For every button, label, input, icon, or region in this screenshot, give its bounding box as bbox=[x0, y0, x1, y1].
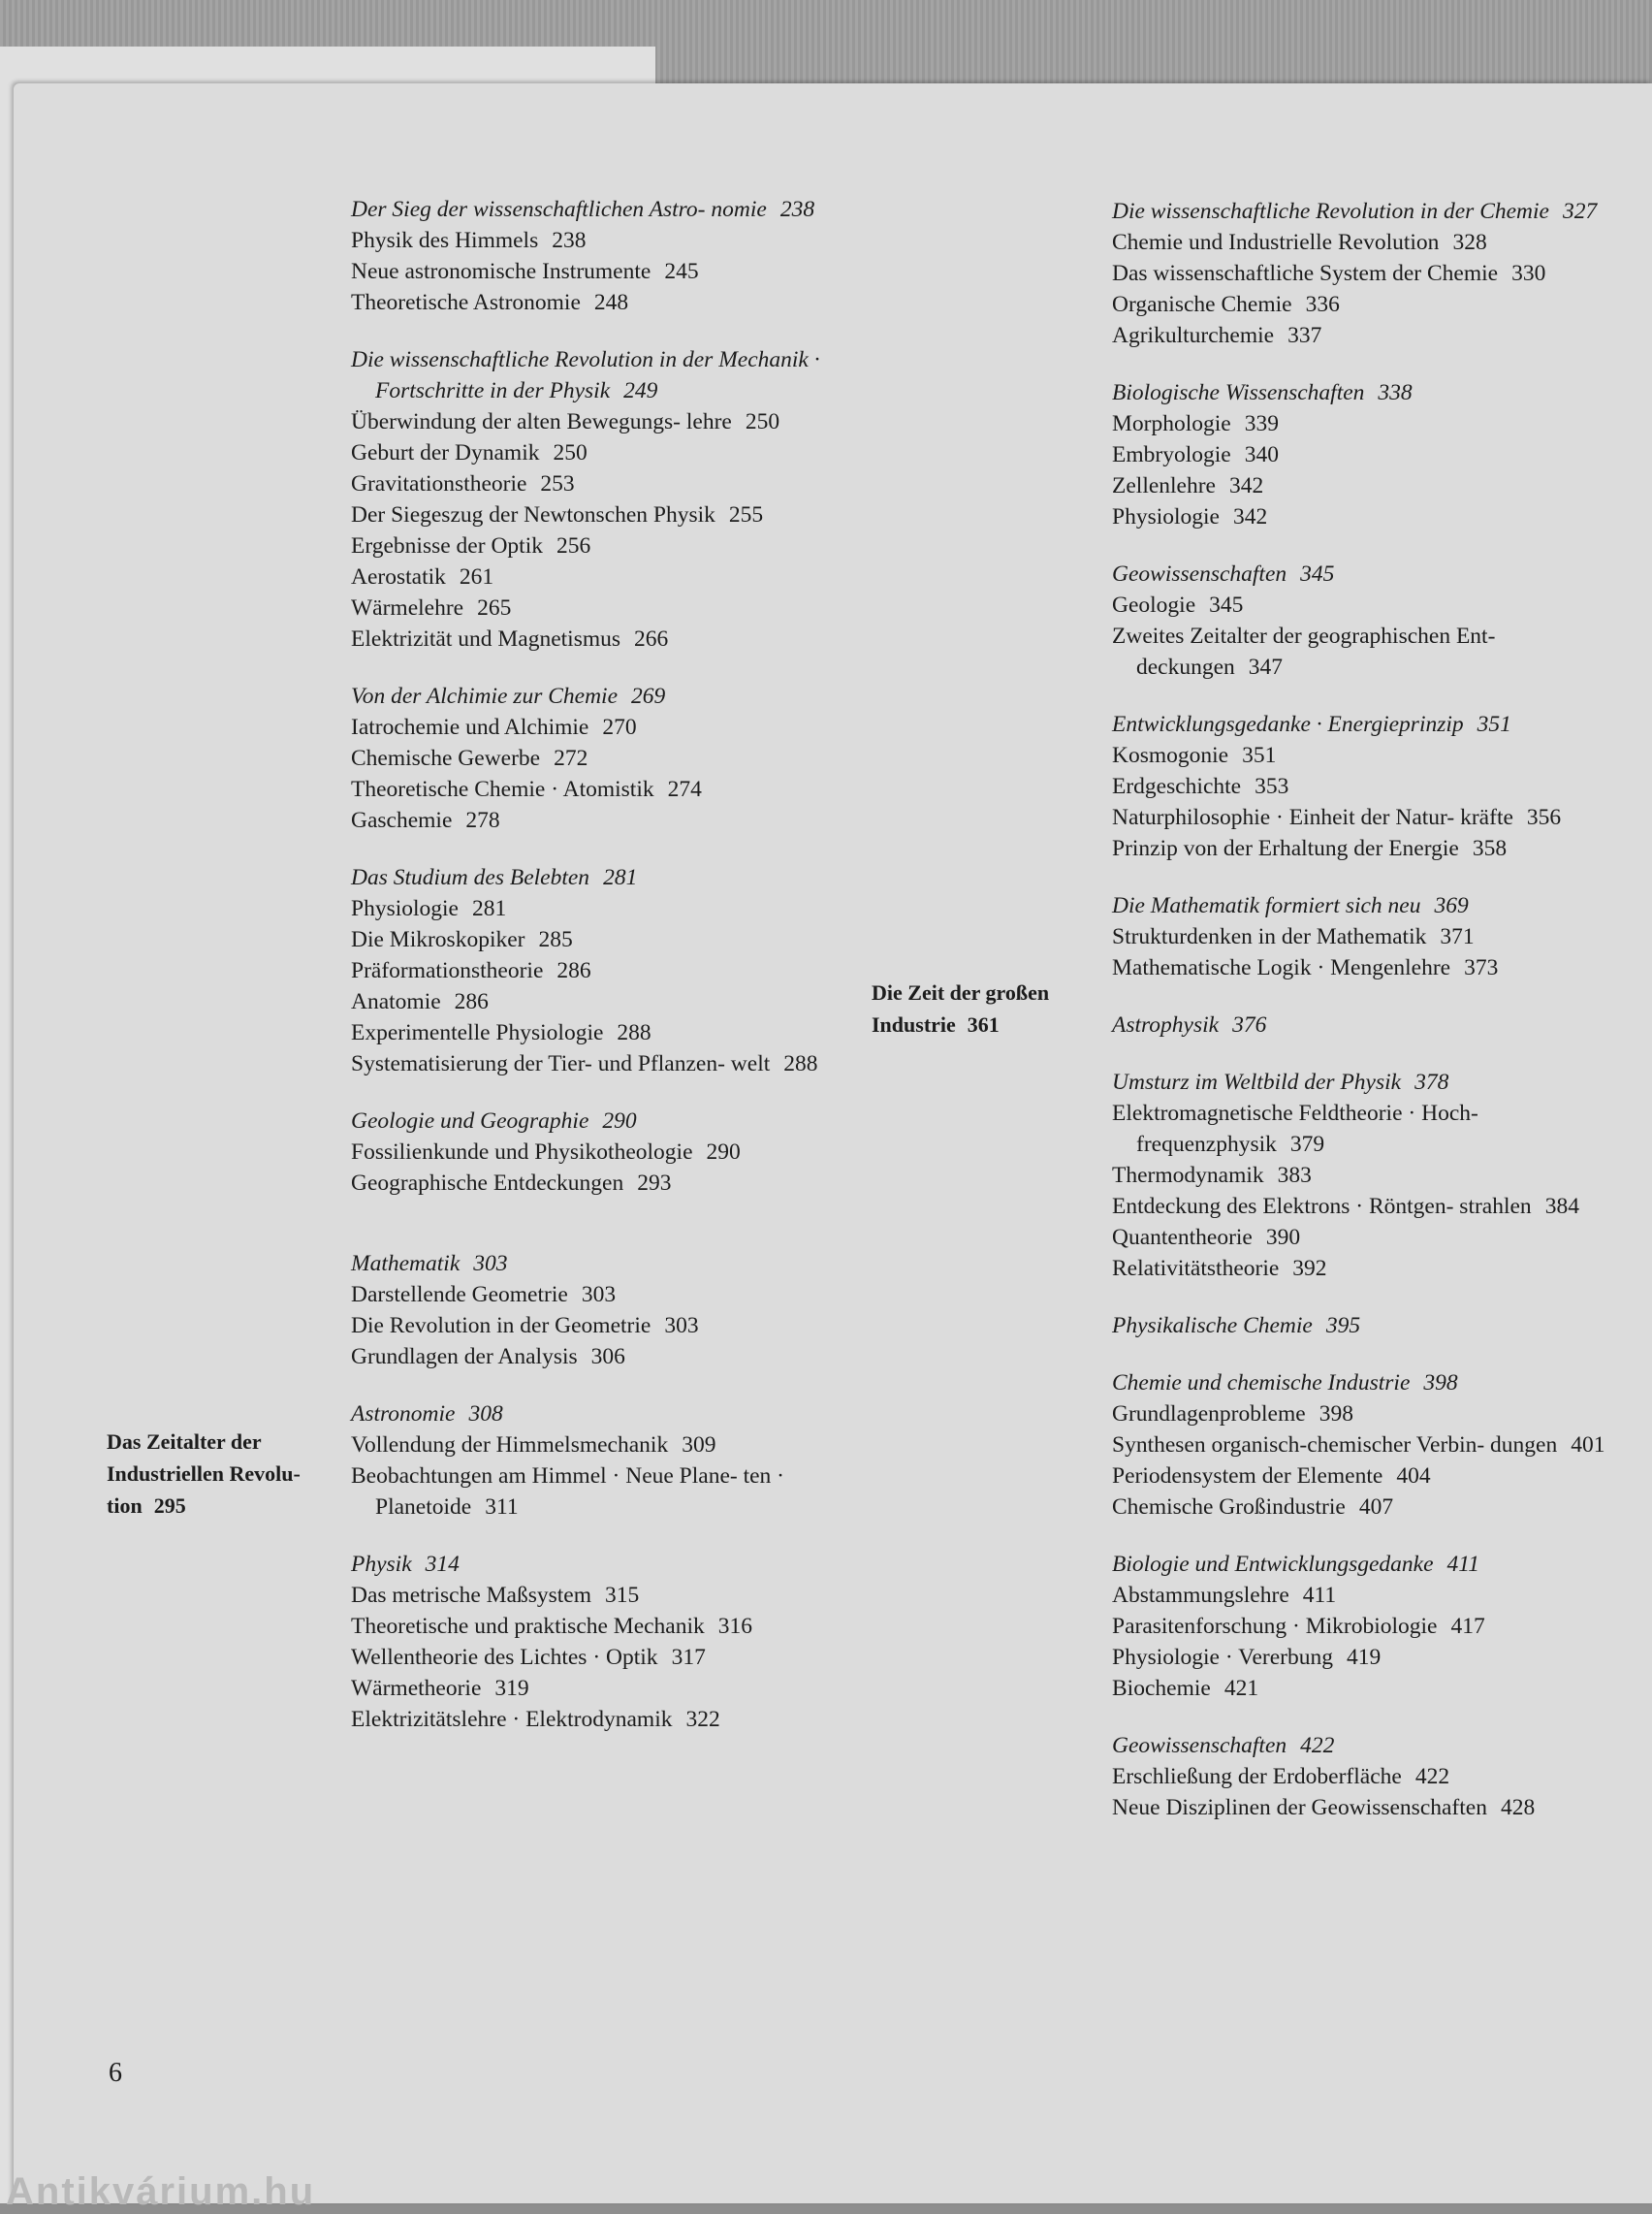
entry-title: Kosmogonie bbox=[1112, 743, 1229, 768]
toc-entry bbox=[1112, 1398, 1645, 1429]
toc-entry bbox=[351, 468, 855, 499]
toc-entry bbox=[1112, 921, 1645, 952]
section-page-number: 303 bbox=[473, 1251, 508, 1276]
entry-page-number: 407 bbox=[1358, 1494, 1394, 1520]
toc-entry bbox=[351, 1341, 855, 1372]
toc-entry bbox=[1112, 1673, 1645, 1704]
entry-page-number: 373 bbox=[1464, 955, 1499, 980]
section-heading bbox=[351, 1106, 855, 1137]
entry-page-number: 281 bbox=[471, 896, 507, 921]
entry-title: Relativitätstheorie bbox=[1112, 1256, 1280, 1281]
entry-page-number: 401 bbox=[1571, 1432, 1605, 1458]
entry-title: Anatomie bbox=[351, 989, 441, 1014]
toc-entry bbox=[1112, 258, 1645, 289]
entry-page-number: 428 bbox=[1500, 1795, 1536, 1820]
toc-entry bbox=[351, 712, 855, 743]
entry-title: Erschließung der Erdoberfläche bbox=[1112, 1764, 1402, 1789]
entry-page-number: 315 bbox=[605, 1583, 640, 1608]
entry-page-number: 245 bbox=[664, 259, 699, 284]
entry-title: Parasitenforschung · Mikrobiologie bbox=[1112, 1614, 1438, 1639]
section-page-number: 249 bbox=[623, 378, 658, 403]
toc-section bbox=[351, 862, 855, 1079]
section-title: Die wissenschaftliche Revolution in der Mechanik · Fortschritte in der Physik bbox=[351, 347, 820, 403]
section-page-number: 422 bbox=[1300, 1733, 1335, 1758]
entry-title: Theoretische Chemie · Atomistik bbox=[351, 777, 654, 802]
part-title: Die Zeit der großen Industrie bbox=[872, 980, 1050, 1037]
toc-entry bbox=[1112, 408, 1645, 439]
toc-entry bbox=[1112, 1098, 1645, 1160]
entry-page-number: 238 bbox=[552, 228, 587, 253]
toc-entry bbox=[1112, 1761, 1645, 1792]
toc-entry bbox=[1112, 1429, 1645, 1460]
entry-page-number: 306 bbox=[590, 1344, 625, 1369]
section-heading bbox=[351, 194, 855, 225]
entry-page-number: 390 bbox=[1265, 1225, 1301, 1250]
entry-title: Die Mikroskopiker bbox=[351, 927, 525, 952]
entry-title: Synthesen organisch-chemischer Verbin- dungen bbox=[1112, 1432, 1558, 1458]
toc-entry bbox=[1112, 1191, 1645, 1222]
toc-entry bbox=[351, 1704, 855, 1735]
toc-entry bbox=[1112, 1492, 1645, 1523]
entry-page-number: 270 bbox=[602, 715, 637, 740]
section-page-number: 376 bbox=[1232, 1012, 1267, 1038]
section-title: Die wissenschaftliche Revolution in der Chemie bbox=[1112, 199, 1549, 224]
entry-page-number: 319 bbox=[494, 1676, 529, 1701]
page-number: 6 bbox=[109, 2058, 122, 2088]
entry-title: Das wissenschaftliche System der Chemie bbox=[1112, 261, 1499, 286]
toc-entry bbox=[351, 805, 855, 836]
entry-page-number: 286 bbox=[556, 958, 591, 983]
entry-title: Beobachtungen am Himmel · Neue Plane- ten · Planetoide bbox=[351, 1463, 785, 1520]
entry-title: Geographische Entdeckungen bbox=[351, 1171, 624, 1196]
section-page-number: 338 bbox=[1378, 380, 1413, 405]
part-heading-grosse-industrie bbox=[872, 977, 1095, 1041]
entry-page-number: 261 bbox=[459, 564, 494, 590]
entry-title: Physiologie bbox=[1112, 504, 1220, 529]
toc-entry bbox=[351, 924, 855, 955]
entry-page-number: 384 bbox=[1544, 1194, 1579, 1219]
entry-title: Chemische Großindustrie bbox=[1112, 1494, 1346, 1520]
toc-entry bbox=[351, 1611, 855, 1642]
entry-title: Abstammungslehre bbox=[1112, 1583, 1289, 1608]
toc-section bbox=[1112, 1730, 1645, 1823]
section-heading bbox=[1112, 890, 1645, 921]
entry-page-number: 266 bbox=[634, 626, 669, 652]
section-page-number: 351 bbox=[1477, 712, 1511, 737]
section-heading bbox=[351, 862, 855, 893]
entry-title: Neue astronomische Instrumente bbox=[351, 259, 651, 284]
section-title: Physik bbox=[351, 1552, 412, 1577]
entry-page-number: 278 bbox=[465, 808, 500, 833]
toc-entry bbox=[351, 1168, 855, 1199]
entry-page-number: 322 bbox=[685, 1707, 720, 1732]
entry-page-number: 340 bbox=[1244, 442, 1279, 467]
section-page-number: 290 bbox=[602, 1108, 637, 1134]
entry-title: Aerostatik bbox=[351, 564, 446, 590]
toc-entry bbox=[1112, 802, 1645, 833]
entry-page-number: 339 bbox=[1244, 411, 1279, 436]
toc-entry bbox=[1112, 501, 1645, 532]
entry-page-number: 419 bbox=[1347, 1645, 1382, 1670]
entry-page-number: 303 bbox=[581, 1282, 617, 1307]
section-page-number: 345 bbox=[1300, 562, 1335, 587]
entry-title: Grundlagenprobleme bbox=[1112, 1401, 1306, 1427]
section-title: Das Studium des Belebten bbox=[351, 865, 590, 890]
toc-entry bbox=[351, 499, 855, 530]
entry-title: Systematisierung der Tier- und Pflanzen- welt bbox=[351, 1051, 771, 1076]
toc-section bbox=[1112, 377, 1645, 532]
section-heading bbox=[1112, 1367, 1645, 1398]
entry-title: Geburt der Dynamik bbox=[351, 440, 540, 465]
toc-entry bbox=[1112, 590, 1645, 621]
section-title: Entwicklungsgedanke · Energieprinzip bbox=[1112, 712, 1464, 737]
entry-page-number: 422 bbox=[1414, 1764, 1450, 1789]
toc-entry bbox=[351, 1048, 855, 1079]
toc-entry bbox=[1112, 952, 1645, 983]
entry-title: Darstellende Geometrie bbox=[351, 1282, 568, 1307]
toc-entry bbox=[1112, 621, 1645, 683]
toc-entry bbox=[351, 893, 855, 924]
entry-title: Entdeckung des Elektrons · Röntgen- strahlen bbox=[1112, 1194, 1532, 1219]
toc-entry bbox=[1112, 320, 1645, 351]
section-page-number: 395 bbox=[1325, 1313, 1361, 1338]
toc-entry bbox=[351, 593, 855, 624]
section-heading bbox=[1112, 1067, 1645, 1098]
entry-title: Naturphilosophie · Einheit der Natur- kräfte bbox=[1112, 805, 1513, 830]
section-page-number: 308 bbox=[468, 1401, 503, 1427]
toc-entry bbox=[1112, 1580, 1645, 1611]
toc-entry bbox=[1112, 1642, 1645, 1673]
toc-entry bbox=[1112, 1222, 1645, 1253]
section-heading bbox=[1112, 1010, 1645, 1041]
entry-page-number: 411 bbox=[1302, 1583, 1337, 1608]
entry-page-number: 379 bbox=[1289, 1132, 1325, 1157]
entry-title: Experimentelle Physiologie bbox=[351, 1020, 604, 1045]
entry-page-number: 303 bbox=[664, 1313, 699, 1338]
entry-title: Grundlagen der Analysis bbox=[351, 1344, 578, 1369]
entry-title: Theoretische und praktische Mechanik bbox=[351, 1614, 705, 1639]
section-title: Chemie und chemische Industrie bbox=[1112, 1370, 1411, 1396]
section-title: Mathematik bbox=[351, 1251, 461, 1276]
toc-entry bbox=[1112, 439, 1645, 470]
toc-entry bbox=[351, 1580, 855, 1611]
entry-title: Theoretische Astronomie bbox=[351, 290, 581, 315]
entry-page-number: 250 bbox=[745, 409, 780, 434]
part-heading-industrielle-revolution bbox=[107, 1426, 330, 1522]
toc-section bbox=[351, 1549, 855, 1735]
entry-page-number: 328 bbox=[1452, 230, 1487, 255]
section-page-number: 314 bbox=[425, 1552, 460, 1577]
entry-page-number: 371 bbox=[1440, 924, 1475, 949]
entry-title: Elektrizität und Magnetismus bbox=[351, 626, 621, 652]
section-title: Biologische Wissenschaften bbox=[1112, 380, 1365, 405]
entry-title: Präformationstheorie bbox=[351, 958, 544, 983]
toc-section bbox=[351, 1248, 855, 1372]
entry-title: Fossilienkunde und Physikotheologie bbox=[351, 1139, 693, 1165]
toc-section bbox=[1112, 1010, 1645, 1041]
entry-page-number: 285 bbox=[538, 927, 573, 952]
toc-entry bbox=[351, 437, 855, 468]
entry-page-number: 417 bbox=[1450, 1614, 1485, 1639]
section-page-number: 398 bbox=[1423, 1370, 1458, 1396]
toc-entry bbox=[351, 562, 855, 593]
toc-entry bbox=[1112, 470, 1645, 501]
entry-title: Morphologie bbox=[1112, 411, 1231, 436]
section-heading bbox=[1112, 1730, 1645, 1761]
toc-entry bbox=[351, 1017, 855, 1048]
entry-title: Organische Chemie bbox=[1112, 292, 1292, 317]
toc-entry bbox=[1112, 1160, 1645, 1191]
toc-column-left bbox=[351, 194, 855, 1761]
section-page-number: 411 bbox=[1446, 1552, 1480, 1577]
section-heading bbox=[351, 1549, 855, 1580]
entry-page-number: 358 bbox=[1472, 836, 1508, 861]
entry-title: Erdgeschichte bbox=[1112, 774, 1242, 799]
toc-section bbox=[351, 344, 855, 655]
section-title: Astronomie bbox=[351, 1401, 456, 1427]
entry-title: Physiologie · Vererbung bbox=[1112, 1645, 1334, 1670]
entry-page-number: 272 bbox=[554, 746, 588, 771]
entry-page-number: 392 bbox=[1292, 1256, 1327, 1281]
entry-page-number: 353 bbox=[1255, 774, 1289, 799]
entry-page-number: 342 bbox=[1229, 473, 1264, 498]
entry-title: Physiologie bbox=[351, 896, 459, 921]
entry-title: Thermodynamik bbox=[1112, 1163, 1264, 1188]
entry-page-number: 351 bbox=[1242, 743, 1277, 768]
entry-title: Ergebnisse der Optik bbox=[351, 533, 543, 559]
part-page-number: 361 bbox=[967, 1012, 1000, 1037]
entry-page-number: 336 bbox=[1305, 292, 1340, 317]
entry-title: Zellenlehre bbox=[1112, 473, 1216, 498]
section-heading bbox=[1112, 1310, 1645, 1341]
section-title: Physikalische Chemie bbox=[1112, 1313, 1313, 1338]
toc-entry bbox=[351, 1279, 855, 1310]
toc-entry bbox=[351, 530, 855, 562]
toc-entry bbox=[351, 256, 855, 287]
section-page-number: 238 bbox=[779, 197, 815, 222]
toc-entry bbox=[351, 406, 855, 437]
section-title: Geowissenschaften bbox=[1112, 1733, 1287, 1758]
toc-section bbox=[351, 681, 855, 836]
part-title: Das Zeitalter der Industriellen Revolu- tion bbox=[107, 1429, 301, 1518]
toc-entry bbox=[1112, 227, 1645, 258]
toc-entry bbox=[351, 986, 855, 1017]
entry-page-number: 398 bbox=[1318, 1401, 1353, 1427]
section-title: Umsturz im Weltbild der Physik bbox=[1112, 1070, 1402, 1095]
entry-title: Gravitationstheorie bbox=[351, 471, 527, 497]
entry-page-number: 265 bbox=[477, 595, 512, 621]
entry-page-number: 288 bbox=[783, 1051, 818, 1076]
toc-entry bbox=[351, 287, 855, 318]
entry-page-number: 316 bbox=[717, 1614, 753, 1639]
section-heading bbox=[1112, 1549, 1645, 1580]
entry-page-number: 309 bbox=[682, 1432, 716, 1458]
toc-section bbox=[1112, 1310, 1645, 1341]
entry-title: Der Siegeszug der Newtonschen Physik bbox=[351, 502, 715, 528]
toc-entry bbox=[351, 1429, 855, 1460]
entry-title: Chemie und Industrielle Revolution bbox=[1112, 230, 1440, 255]
entry-title: Physik des Himmels bbox=[351, 228, 539, 253]
toc-entry bbox=[1112, 1611, 1645, 1642]
entry-title: Zweites Zeitalter der geographischen Ent- deckungen bbox=[1112, 624, 1496, 680]
toc-column-right bbox=[1112, 196, 1645, 1849]
toc-entry bbox=[351, 225, 855, 256]
entry-page-number: 347 bbox=[1248, 655, 1284, 680]
section-page-number: 269 bbox=[631, 684, 666, 709]
entry-page-number: 404 bbox=[1396, 1463, 1431, 1489]
toc-section bbox=[1112, 709, 1645, 864]
entry-title: Strukturdenken in der Mathematik bbox=[1112, 924, 1427, 949]
section-title: Die Mathematik formiert sich neu bbox=[1112, 893, 1421, 918]
entry-page-number: 356 bbox=[1526, 805, 1562, 830]
section-heading bbox=[351, 681, 855, 712]
section-heading bbox=[1112, 559, 1645, 590]
toc-entry bbox=[351, 743, 855, 774]
toc-section bbox=[1112, 559, 1645, 683]
entry-title: Mathematische Logik · Mengenlehre bbox=[1112, 955, 1451, 980]
entry-page-number: 274 bbox=[667, 777, 702, 802]
toc-section bbox=[351, 1106, 855, 1199]
entry-page-number: 290 bbox=[706, 1139, 741, 1165]
entry-title: Geologie bbox=[1112, 593, 1196, 618]
toc-entry bbox=[1112, 1460, 1645, 1492]
toc-entry bbox=[351, 1137, 855, 1168]
entry-page-number: 253 bbox=[540, 471, 575, 497]
watermark: Antikvárium.hu bbox=[6, 2170, 316, 2213]
toc-entry bbox=[351, 1673, 855, 1704]
section-page-number: 327 bbox=[1562, 199, 1598, 224]
toc-entry bbox=[351, 1460, 855, 1523]
toc-entry bbox=[351, 955, 855, 986]
entry-title: Gaschemie bbox=[351, 808, 453, 833]
section-heading bbox=[351, 1248, 855, 1279]
entry-title: Iatrochemie und Alchimie bbox=[351, 715, 589, 740]
toc-section bbox=[351, 1398, 855, 1523]
entry-title: Überwindung der alten Bewegungs- lehre bbox=[351, 409, 732, 434]
toc-entry bbox=[1112, 1792, 1645, 1823]
section-heading bbox=[1112, 377, 1645, 408]
entry-page-number: 383 bbox=[1277, 1163, 1312, 1188]
toc-entry bbox=[1112, 740, 1645, 771]
entry-title: Quantentheorie bbox=[1112, 1225, 1253, 1250]
section-title: Geologie und Geographie bbox=[351, 1108, 589, 1134]
toc-section bbox=[351, 194, 855, 318]
toc-entry bbox=[1112, 771, 1645, 802]
entry-title: Die Revolution in der Geometrie bbox=[351, 1313, 651, 1338]
toc-entry bbox=[351, 1642, 855, 1673]
entry-page-number: 421 bbox=[1223, 1676, 1259, 1701]
toc-entry bbox=[351, 774, 855, 805]
entry-page-number: 293 bbox=[637, 1171, 672, 1196]
toc-entry bbox=[351, 624, 855, 655]
entry-page-number: 288 bbox=[617, 1020, 651, 1045]
toc-section bbox=[1112, 1549, 1645, 1704]
section-heading bbox=[351, 1398, 855, 1429]
entry-page-number: 250 bbox=[553, 440, 588, 465]
entry-page-number: 342 bbox=[1232, 504, 1268, 529]
entry-page-number: 345 bbox=[1209, 593, 1244, 618]
section-title: Astrophysik bbox=[1112, 1012, 1220, 1038]
entry-page-number: 317 bbox=[671, 1645, 706, 1670]
entry-title: Agrikulturchemie bbox=[1112, 323, 1275, 348]
entry-page-number: 255 bbox=[728, 502, 764, 528]
entry-title: Wellentheorie des Lichtes · Optik bbox=[351, 1645, 658, 1670]
entry-page-number: 311 bbox=[485, 1494, 519, 1520]
section-heading bbox=[1112, 196, 1645, 227]
entry-title: Biochemie bbox=[1112, 1676, 1211, 1701]
part-page-number: 295 bbox=[153, 1493, 186, 1518]
entry-page-number: 286 bbox=[454, 989, 489, 1014]
section-page-number: 281 bbox=[603, 865, 638, 890]
toc-section bbox=[1112, 196, 1645, 351]
section-title: Der Sieg der wissenschaftlichen Astro- nomie bbox=[351, 197, 767, 222]
section-heading bbox=[1112, 709, 1645, 740]
entry-title: Elektrizitätslehre · Elektrodynamik bbox=[351, 1707, 673, 1732]
entry-title: Vollendung der Himmelsmechanik bbox=[351, 1432, 669, 1458]
section-page-number: 369 bbox=[1434, 893, 1469, 918]
section-heading bbox=[351, 344, 855, 406]
entry-title: Neue Disziplinen der Geowissenschaften bbox=[1112, 1795, 1487, 1820]
toc-entry bbox=[1112, 1253, 1645, 1284]
entry-title: Das metrische Maßsystem bbox=[351, 1583, 592, 1608]
section-page-number: 378 bbox=[1414, 1070, 1449, 1095]
entry-title: Elektromagnetische Feldtheorie · Hoch- frequenzphysik bbox=[1112, 1101, 1478, 1157]
entry-title: Chemische Gewerbe bbox=[351, 746, 541, 771]
entry-page-number: 337 bbox=[1287, 323, 1322, 348]
entry-title: Embryologie bbox=[1112, 442, 1231, 467]
toc-section bbox=[1112, 1367, 1645, 1523]
entry-page-number: 248 bbox=[593, 290, 629, 315]
toc-entry bbox=[1112, 289, 1645, 320]
entry-title: Prinzip von der Erhaltung der Energie bbox=[1112, 836, 1459, 861]
entry-page-number: 256 bbox=[556, 533, 591, 559]
section-title: Geowissenschaften bbox=[1112, 562, 1287, 587]
section-title: Von der Alchimie zur Chemie bbox=[351, 684, 619, 709]
toc-entry bbox=[351, 1310, 855, 1341]
toc-section bbox=[1112, 1067, 1645, 1284]
section-title: Biologie und Entwicklungsgedanke bbox=[1112, 1552, 1434, 1577]
toc-entry bbox=[1112, 833, 1645, 864]
entry-title: Wärmetheorie bbox=[351, 1676, 482, 1701]
toc-section bbox=[1112, 890, 1645, 983]
entry-page-number: 330 bbox=[1511, 261, 1546, 286]
entry-title: Wärmelehre bbox=[351, 595, 464, 621]
entry-title: Periodensystem der Elemente bbox=[1112, 1463, 1383, 1489]
